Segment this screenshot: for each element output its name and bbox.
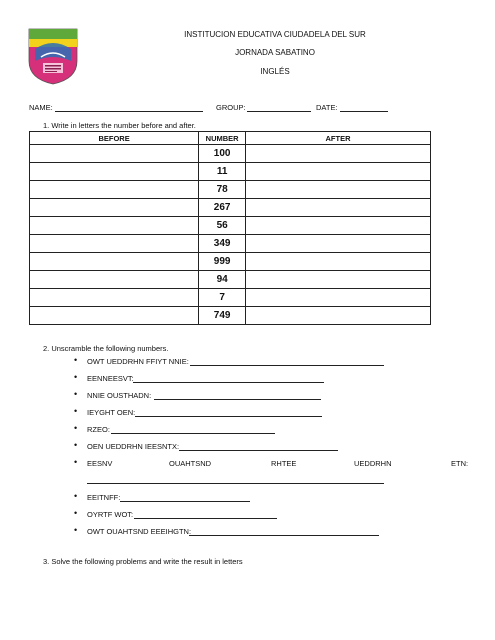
scramble-item: EENNEESVT: <box>87 374 134 383</box>
section3-instruction: 3. Solve the following problems and write the result in letters <box>43 557 243 566</box>
after-cell[interactable] <box>246 253 431 271</box>
name-field[interactable] <box>55 111 203 112</box>
answer-line[interactable] <box>133 382 324 383</box>
before-cell[interactable] <box>30 181 199 199</box>
scramble-word: UEDDRHN <box>354 459 392 468</box>
table-row <box>30 181 431 199</box>
before-cell[interactable] <box>30 163 199 181</box>
school-name: INSTITUCION EDUCATIVA CIUDADELA DEL SUR <box>184 30 366 39</box>
after-cell[interactable] <box>246 307 431 325</box>
bullet-icon: • <box>74 389 78 399</box>
section1-instruction: 1. Write in letters the number before and after. <box>43 121 196 130</box>
table-row <box>30 271 431 289</box>
scramble-item: OWT OUAHTSND EEEIHGTN: <box>87 527 192 536</box>
scramble-item: OYRTF WOT: <box>87 510 134 519</box>
header-number: NUMBER <box>199 132 246 145</box>
scramble-item: EEITNFF: <box>87 493 121 502</box>
number-cell: 999 <box>199 253 246 271</box>
after-cell[interactable] <box>246 235 431 253</box>
number-cell: 100 <box>199 145 246 163</box>
group-field[interactable] <box>247 111 311 112</box>
number-cell: 56 <box>199 217 246 235</box>
table-row <box>30 163 431 181</box>
table-row <box>30 307 431 325</box>
answer-line[interactable] <box>190 365 384 366</box>
scramble-item: OEN UEDDRHN IEESNTX: <box>87 442 180 451</box>
numbers-table <box>29 131 431 325</box>
after-cell[interactable] <box>246 271 431 289</box>
number-cell: 7 <box>199 289 246 307</box>
scramble-item: NNIE OUSTHADN: <box>87 391 152 400</box>
scramble-word: ETN: <box>451 459 469 468</box>
answer-line[interactable] <box>179 450 338 451</box>
after-cell[interactable] <box>246 145 431 163</box>
table-row <box>30 289 431 307</box>
after-cell[interactable] <box>246 181 431 199</box>
answer-line[interactable] <box>111 433 275 434</box>
bullet-icon: • <box>74 525 78 535</box>
bullet-icon: • <box>74 491 78 501</box>
after-cell[interactable] <box>246 217 431 235</box>
bullet-icon: • <box>74 508 78 518</box>
before-cell[interactable] <box>30 217 199 235</box>
bullet-icon: • <box>74 440 78 450</box>
header-before: BEFORE <box>30 132 199 145</box>
group-label: GROUP: <box>216 103 246 112</box>
before-cell[interactable] <box>30 199 199 217</box>
school-logo <box>27 27 79 85</box>
number-cell: 11 <box>199 163 246 181</box>
table-row <box>30 253 431 271</box>
after-cell[interactable] <box>246 289 431 307</box>
answer-line[interactable] <box>135 416 322 417</box>
bullet-icon: • <box>74 355 78 365</box>
bullet-icon: • <box>74 457 78 467</box>
table-row <box>30 145 431 163</box>
name-label: NAME: <box>29 103 53 112</box>
number-cell: 749 <box>199 307 246 325</box>
number-cell: 267 <box>199 199 246 217</box>
before-cell[interactable] <box>30 235 199 253</box>
scramble-word: RHTEE <box>271 459 297 468</box>
bullet-icon: • <box>74 372 78 382</box>
scramble-item: IEYGHT OEN: <box>87 408 136 417</box>
answer-line[interactable] <box>120 501 250 502</box>
scramble-item: OWT UEDDRHN FFIYT NNIE: <box>87 357 189 366</box>
scramble-item: RZEO: <box>87 425 110 434</box>
answer-line[interactable] <box>134 518 277 519</box>
answer-line[interactable] <box>87 483 384 484</box>
scramble-word: OUAHTSND <box>169 459 212 468</box>
table-row <box>30 235 431 253</box>
table-row <box>30 199 431 217</box>
date-field[interactable] <box>340 111 388 112</box>
before-cell[interactable] <box>30 307 199 325</box>
number-cell: 94 <box>199 271 246 289</box>
date-label: DATE: <box>316 103 338 112</box>
section2-instruction: 2. Unscramble the following numbers. <box>43 344 169 353</box>
before-cell[interactable] <box>30 253 199 271</box>
subject-name: INGLÉS <box>260 67 290 76</box>
table-row <box>30 217 431 235</box>
answer-line[interactable] <box>154 399 321 400</box>
before-cell[interactable] <box>30 145 199 163</box>
after-cell[interactable] <box>246 199 431 217</box>
before-cell[interactable] <box>30 271 199 289</box>
answer-line[interactable] <box>189 535 379 536</box>
bullet-icon: • <box>74 406 78 416</box>
number-cell: 349 <box>199 235 246 253</box>
after-cell[interactable] <box>246 163 431 181</box>
scramble-word: EESNV <box>87 459 113 468</box>
header-after: AFTER <box>246 132 431 145</box>
before-cell[interactable] <box>30 289 199 307</box>
bullet-icon: • <box>74 423 78 433</box>
session-name: JORNADA SABATINO <box>235 48 315 57</box>
number-cell: 78 <box>199 181 246 199</box>
